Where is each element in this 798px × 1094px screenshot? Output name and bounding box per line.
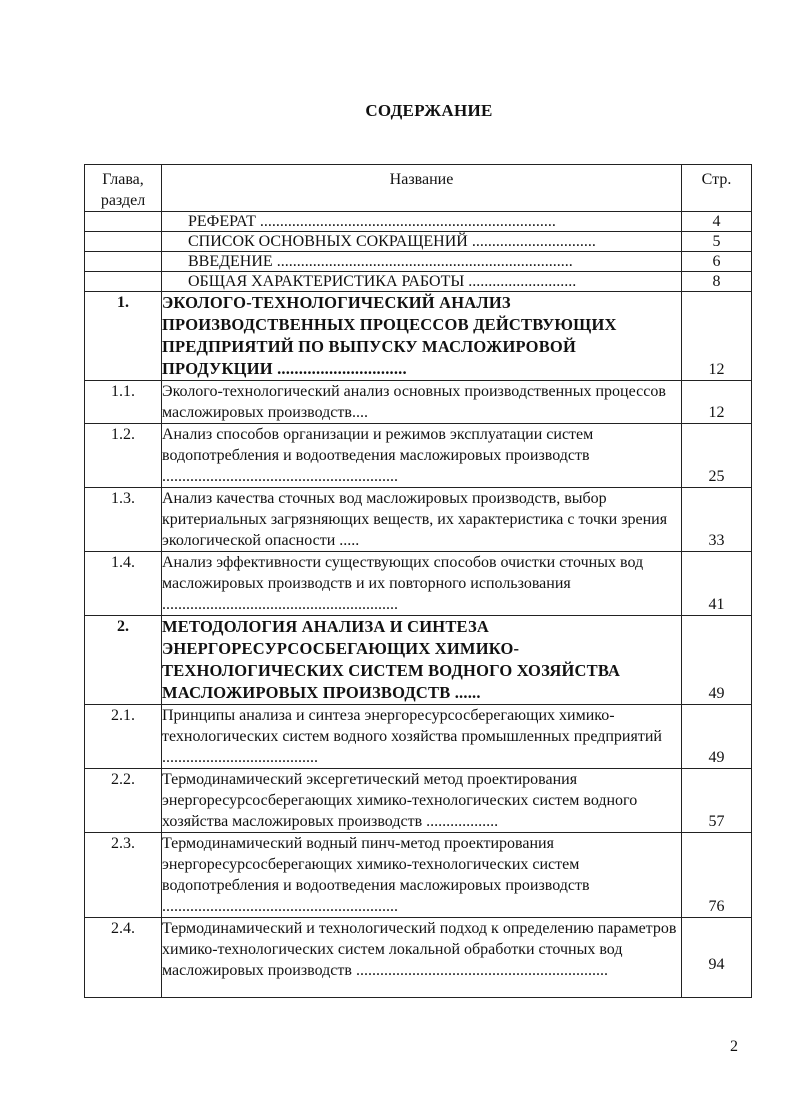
row-page: 12 bbox=[682, 381, 752, 424]
row-title: Термодинамический и технологический подход к определению параметров химико-технологических систем локальной обработки сточных вод масложировых производств ............................................................... bbox=[162, 918, 682, 998]
row-number: 2.3. bbox=[85, 833, 162, 918]
row-number: 2.4. bbox=[85, 918, 162, 998]
row-number: 1.4. bbox=[85, 552, 162, 616]
row-page: 5 bbox=[682, 232, 752, 252]
row-page: 8 bbox=[682, 272, 752, 292]
chapter-row bbox=[85, 616, 752, 705]
row-title: Принципы анализа и синтеза энергоресурсосберегающих химико-технологических систем водного хозяйства промышленных предприятий ....................................... bbox=[162, 705, 682, 769]
page-title: СОДЕРЖАНИЕ bbox=[365, 101, 493, 120]
row-number bbox=[85, 232, 162, 252]
table-row bbox=[85, 381, 752, 424]
row-number: 1.2. bbox=[85, 424, 162, 488]
table-row bbox=[85, 705, 752, 769]
table-row bbox=[85, 232, 752, 252]
row-title: Анализ качества сточных вод масложировых производств, выбор критериальных загрязняющих веществ, их характеристика с точки зрения экологической опасности ..... bbox=[162, 488, 682, 552]
table-row bbox=[85, 833, 752, 918]
table-header-row bbox=[85, 165, 752, 212]
page-number: 2 bbox=[730, 1038, 738, 1055]
row-page: 49 bbox=[682, 616, 752, 705]
row-page: 94 bbox=[682, 918, 752, 998]
row-title: Анализ способов организации и режимов эксплуатации систем водопотребления и водоотведения масложировых производств ........................................................... bbox=[162, 424, 682, 488]
row-number bbox=[85, 272, 162, 292]
row-title: ВВЕДЕНИЕ .......................................................................... bbox=[162, 252, 682, 272]
row-title: ОБЩАЯ ХАРАКТЕРИСТИКА РАБОТЫ ........................... bbox=[162, 272, 682, 292]
row-number: 1.3. bbox=[85, 488, 162, 552]
row-page: 41 bbox=[682, 552, 752, 616]
row-page: 12 bbox=[682, 292, 752, 381]
header-chapter: Глава, раздел bbox=[85, 165, 162, 212]
row-number bbox=[85, 212, 162, 232]
row-title: Термодинамический эксергетический метод проектирования энергоресурсосберегающих химико-технологических систем водного хозяйства масложировых производств .................. bbox=[162, 769, 682, 833]
row-title: СПИСОК ОСНОВНЫХ СОКРАЩЕНИЙ ............................... bbox=[162, 232, 682, 252]
row-title: Анализ эффективности существующих способов очистки сточных вод масложировых производств и их повторного использования ........................................................... bbox=[162, 552, 682, 616]
table-row bbox=[85, 488, 752, 552]
row-number bbox=[85, 252, 162, 272]
table-row bbox=[85, 918, 752, 998]
row-title: Эколого-технологический анализ основных производственных процессов масложировых производств.... bbox=[162, 381, 682, 424]
row-page: 25 bbox=[682, 424, 752, 488]
contents-table bbox=[84, 164, 752, 998]
row-page: 57 bbox=[682, 769, 752, 833]
row-title: ЭКОЛОГО-ТЕХНОЛОГИЧЕСКИЙ АНАЛИЗ ПРОИЗВОДСТВЕННЫХ ПРОЦЕССОВ ДЕЙСТВУЮЩИХ ПРЕДПРИЯТИЙ ПО ВЫПУСКУ МАСЛОЖИРОВОЙ ПРОДУКЦИИ .............................. bbox=[162, 292, 682, 381]
row-page: 4 bbox=[682, 212, 752, 232]
table-row bbox=[85, 424, 752, 488]
table-row bbox=[85, 272, 752, 292]
row-page: 76 bbox=[682, 833, 752, 918]
table-row bbox=[85, 769, 752, 833]
chapter-row bbox=[85, 292, 752, 381]
table-row bbox=[85, 252, 752, 272]
row-page: 49 bbox=[682, 705, 752, 769]
row-number: 1. bbox=[85, 292, 162, 381]
row-number: 2.1. bbox=[85, 705, 162, 769]
row-number: 2.2. bbox=[85, 769, 162, 833]
row-page: 6 bbox=[682, 252, 752, 272]
table-row bbox=[85, 212, 752, 232]
row-page: 33 bbox=[682, 488, 752, 552]
row-title: МЕТОДОЛОГИЯ АНАЛИЗА И СИНТЕЗА ЭНЕРГОРЕСУРСОСБЕГАЮЩИХ ХИМИКО-ТЕХНОЛОГИЧЕСКИХ СИСТЕМ ВОДНОГО ХОЗЯЙСТВА МАСЛОЖИРОВЫХ ПРОИЗВОДСТВ ...... bbox=[162, 616, 682, 705]
row-number: 2. bbox=[85, 616, 162, 705]
table-row bbox=[85, 552, 752, 616]
row-number: 1.1. bbox=[85, 381, 162, 424]
header-name: Название bbox=[162, 165, 682, 212]
row-title: Термодинамический водный пинч-метод проектирования энергоресурсосберегающих химико-технологических систем водопотребления и водоотведения масложировых производств ........................................................... bbox=[162, 833, 682, 918]
row-title: РЕФЕРАТ .......................................................................... bbox=[162, 212, 682, 232]
header-page: Стр. bbox=[682, 165, 752, 212]
